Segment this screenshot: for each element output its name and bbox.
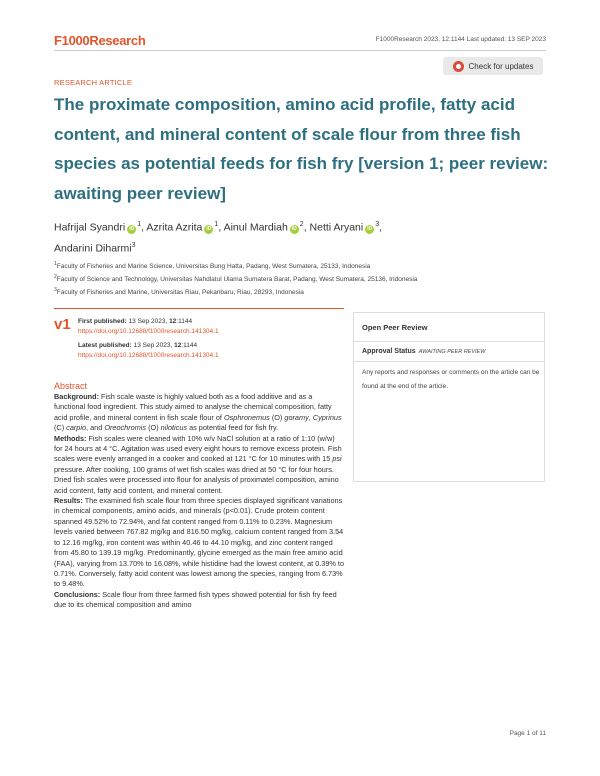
orcid-icon[interactable]: iD (206, 225, 212, 232)
open-peer-review-title: Open Peer Review (362, 323, 428, 332)
first-published-volume: 12 (169, 318, 177, 325)
panel-divider (354, 361, 544, 362)
affiliation-list (54, 259, 554, 298)
conclusions-text: Scale flour from three farmed fish types showed potential for fish fry feed due to its chemical composition and amino (54, 589, 337, 610)
abstract-conclusions (54, 590, 344, 611)
orcid-icon[interactable]: iD (367, 225, 373, 232)
abstract-methods (54, 434, 344, 496)
species-abbr: (O) (146, 423, 161, 433)
first-published-block (78, 317, 219, 337)
page-number: Page 1 of 11 (509, 730, 546, 737)
author-affiliation-number: 1 (214, 221, 219, 228)
version-badge: v1 (54, 316, 71, 333)
methods-text-end: pressure. After cooking, 100 grams of wet fish scales was dried at 50 °C for four hours. Dried fish scales were processed into flour for analysis of proximatel composition, amino acid content, fatty acid content, and mineral content. (54, 464, 339, 495)
check-for-updates-button[interactable] (443, 57, 543, 75)
methods-heading: Methods: (54, 433, 87, 443)
open-peer-review-panel (353, 312, 545, 482)
author-list (54, 216, 534, 257)
background-text: Fish scale waste is highly valued both as a food additive and as a functional food ingredient. This study aimed to analyse the chemical composition, fatty acid profile, and mineral content in fish scale flour of (54, 392, 332, 422)
crossmark-icon (453, 61, 464, 72)
affiliation-item (54, 272, 554, 285)
author-affiliation-number: 3 (131, 241, 136, 249)
author-affiliation-number: 2 (299, 221, 304, 228)
species-epithet: carpio (66, 423, 87, 433)
species-genus: Osphronemus (223, 412, 270, 422)
abstract-section (54, 381, 344, 611)
abstract-background: Background: Fish scale waste is highly valued both as a food additive and as a functional food ingredient. This study aimed to analyse the chemical composition, fatty acid profile, and mineral content in fish scale flour of Osphronemus (O) goramy, Cyprinus (C) carpio, and Oreochromis (O) niloticus as potential feed for fish fry. (54, 392, 342, 433)
author-name[interactable]: Andarini Diharmi (54, 242, 132, 254)
affiliation-text: Faculty of Science and Technology, Universitas Nahdlatul Ulama Sumatera Barat, Padang, West Sumatera, 25136, Indonesia (56, 276, 418, 284)
latest-published-label: Latest published: (78, 342, 132, 349)
check-for-updates-label: Check for updates (468, 61, 534, 71)
approval-status (362, 348, 485, 355)
first-published-doi-link[interactable]: https://doi.org/10.12688/f1000research.141304.1 (78, 328, 219, 335)
affiliation-number: 2 (54, 274, 57, 281)
affiliation-text: Faculty of Fisheries and Marine Science, Universitas Bung Hatta, Padang, West Sumatera, 25133, Indonesia (56, 263, 371, 271)
author-name[interactable]: Hafrijal Syandri (54, 221, 126, 234)
species-genus: Oreochromis (104, 423, 147, 433)
affiliation-item (54, 259, 554, 272)
latest-published-doi-link[interactable]: https://doi.org/10.12688/f1000research.141304.1 (78, 352, 219, 359)
header-divider (54, 50, 546, 51)
approval-status-value: AWAITING PEER REVIEW (418, 349, 486, 355)
orcid-icon[interactable]: iD (291, 225, 297, 232)
latest-published-block (78, 341, 219, 361)
panel-divider (354, 341, 544, 342)
background-text-end: as potential feed for fish fry. (187, 423, 279, 433)
latest-published-issue: :1144 (181, 342, 198, 349)
approval-status-label: Approval Status (362, 348, 416, 355)
author-name[interactable]: Ainul Mardiah (223, 221, 288, 234)
species-epithet: niloticus (160, 423, 188, 433)
affiliation-item (54, 285, 554, 298)
results-heading: Results: (54, 496, 83, 506)
author-name[interactable]: Azrita Azrita (146, 221, 203, 234)
psi-unit: psi (332, 454, 342, 464)
latest-published-volume: 12 (174, 342, 182, 349)
author-separator: , (303, 221, 310, 234)
affiliation-number: 3 (54, 287, 57, 294)
author-affiliation-number: 3 (375, 221, 380, 228)
first-published-date: 13 Sep 2023, (128, 318, 168, 325)
author-separator: , (141, 221, 147, 234)
header-citation: F1000Research 2023, 12:1144 Last updated: 13 SEP 2023 (375, 36, 546, 43)
species-abbr: (O) (269, 412, 285, 422)
conclusions-heading: Conclusions: (54, 589, 101, 599)
article-title: The proximate composition, amino acid profile, fatty acid content, and mineral content of scale flour from three fish species as potential feeds for fish fry [version 1; peer review: awaiting peer review] (54, 95, 549, 203)
species-genus: Cyprinus (312, 412, 342, 422)
species-abbr: (C) (54, 423, 67, 433)
background-heading: Background: (54, 392, 99, 401)
author-separator: , (218, 221, 224, 234)
first-published-issue: :1144 (176, 318, 193, 325)
author-name[interactable]: Netti Aryani (309, 221, 364, 234)
author-affiliation-number: 1 (137, 221, 142, 228)
results-text: The examined fish scale flour from three species displayed significant variations in chemical components, amino acids, and minerals (p<0.01). Crude protein content spanned 49.52% to 72.94%, and fat content ranged from 0.11% to 0.23%. Magnesium levels varied between 767.82 mg/kg and 816.50 mg/kg, calcium content ranged from 3.54 to 12.16 mg/kg, iron content was within 40.46 to 44.10 mg/kg, and zinc content ranged from 45.80 to 139.19 mg/kg. Predominantly, glycine emerged as the main free amino acid (FAA), varying from 13.70% to 16.08%, while histidine had the lowest content, at 0.39% to 0.71%. Conversely, fatty acid content was lowest among the species, ranging from 6.73% to 9.48%. (54, 496, 345, 589)
abstract-heading: Abstract (54, 381, 88, 391)
journal-logo[interactable]: F1000Research (54, 33, 146, 48)
orcid-icon[interactable]: iD (129, 225, 135, 232)
author-separator: , (379, 221, 383, 234)
publication-divider (54, 308, 344, 309)
peer-review-note: Any reports and responses or comments on the article can be found at the end of the article. (362, 369, 540, 390)
species-epithet: goramy (284, 412, 309, 422)
affiliation-number: 1 (54, 261, 57, 267)
first-published-label: First published: (78, 318, 127, 325)
affiliation-text: Faculty of Fisheries and Marine, Universitas Riau, Pekanbaru, Riau, 28293, Indonesia (56, 289, 304, 297)
article-type: RESEARCH ARTICLE (54, 78, 133, 87)
abstract-results (54, 496, 344, 590)
latest-published-date: 13 Sep 2023, (133, 342, 173, 349)
methods-text: Fish scales were cleaned with 10% w/v NaCl solution at a ratio of 1:10 (w/w) for 24 hours at 4 °C. Agitation was used every eight hours to remove excess protein. Fish scales were evenly arranged in a cooker and cooked at 121 °C for 10 minutes with 15 (54, 433, 342, 464)
